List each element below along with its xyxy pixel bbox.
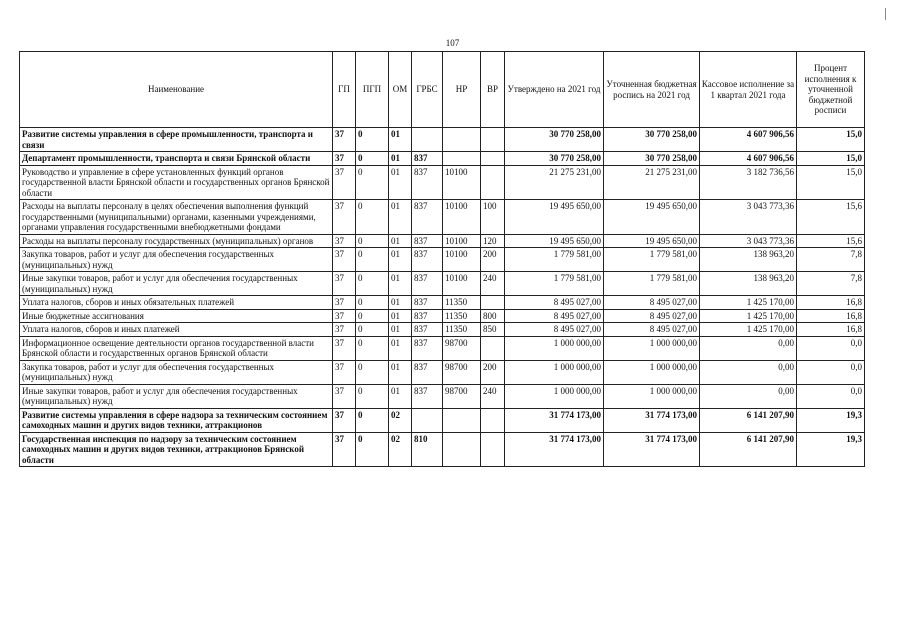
table-row: [20, 248, 865, 272]
cell-percent: 0,0: [797, 384, 865, 408]
cell-gp: 37: [333, 272, 356, 296]
cell-cash: 4 607 906,56: [700, 128, 797, 152]
cell-percent: 7,8: [797, 248, 865, 272]
cell-pgp: 0: [356, 152, 389, 166]
cell-np: 11350: [443, 323, 481, 337]
cell-percent: 15,0: [797, 152, 865, 166]
cell-name: Расходы на выплаты персоналу государственных (муниципальных) органов: [20, 234, 333, 248]
cell-percent: 16,8: [797, 309, 865, 323]
cell-pgp: 0: [356, 336, 389, 360]
cell-cash: 1 425 170,00: [700, 296, 797, 310]
cell-gp: 37: [333, 296, 356, 310]
cell-grbs: 837: [412, 336, 443, 360]
cell-vr: [481, 152, 505, 166]
cell-approved: 1 000 000,00: [505, 336, 604, 360]
cell-percent: 19,3: [797, 408, 865, 432]
cell-gp: 37: [333, 309, 356, 323]
cell-np: 98700: [443, 360, 481, 384]
table-row: [20, 408, 865, 432]
cell-cash: 3 182 736,56: [700, 165, 797, 200]
cell-approved: 1 000 000,00: [505, 360, 604, 384]
cell-approved: 30 770 258,00: [505, 152, 604, 166]
table-row: [20, 272, 865, 296]
cell-vr: 240: [481, 384, 505, 408]
cell-grbs: 837: [412, 152, 443, 166]
cell-gp: 37: [333, 248, 356, 272]
cell-gp: 37: [333, 165, 356, 200]
cell-gp: 37: [333, 234, 356, 248]
cell-pgp: 0: [356, 408, 389, 432]
cell-refined: 8 495 027,00: [604, 296, 700, 310]
cell-pgp: 0: [356, 360, 389, 384]
cell-approved: 31 774 173,00: [505, 432, 604, 467]
table-row: [20, 234, 865, 248]
cell-grbs: 837: [412, 272, 443, 296]
cell-cash: 3 043 773,36: [700, 200, 797, 235]
cell-percent: 15,6: [797, 234, 865, 248]
cell-name: Закупка товаров, работ и услуг для обеспечения государственных (муниципальных) нужд: [20, 248, 333, 272]
cell-gp: 37: [333, 128, 356, 152]
cell-np: 10100: [443, 272, 481, 296]
cell-approved: 1 000 000,00: [505, 384, 604, 408]
table-row: [20, 309, 865, 323]
cell-approved: 8 495 027,00: [505, 309, 604, 323]
cell-om: 01: [389, 360, 412, 384]
cell-np: 10100: [443, 248, 481, 272]
cell-cash: 6 141 207,90: [700, 432, 797, 467]
cell-refined: 8 495 027,00: [604, 309, 700, 323]
cell-approved: 19 495 650,00: [505, 234, 604, 248]
cell-om: 01: [389, 248, 412, 272]
cell-vr: 240: [481, 272, 505, 296]
cell-cash: 0,00: [700, 336, 797, 360]
cell-grbs: 837: [412, 296, 443, 310]
cell-gp: 37: [333, 200, 356, 235]
cell-om: 01: [389, 200, 412, 235]
cell-pgp: 0: [356, 128, 389, 152]
cell-grbs: [412, 128, 443, 152]
table-row: [20, 384, 865, 408]
cell-pgp: 0: [356, 165, 389, 200]
cell-vr: 200: [481, 360, 505, 384]
table-body: [20, 128, 865, 467]
header-percent: Процент исполнения к уточненной бюджетной росписи: [797, 52, 865, 128]
cell-om: 01: [389, 165, 412, 200]
cell-grbs: 837: [412, 309, 443, 323]
cell-gp: 37: [333, 152, 356, 166]
cell-vr: 850: [481, 323, 505, 337]
cell-om: 01: [389, 336, 412, 360]
budget-table: [19, 51, 865, 467]
cell-np: [443, 128, 481, 152]
cell-percent: 7,8: [797, 272, 865, 296]
cell-percent: 0,0: [797, 336, 865, 360]
cell-pgp: 0: [356, 323, 389, 337]
cell-refined: 19 495 650,00: [604, 200, 700, 235]
cell-gp: 37: [333, 336, 356, 360]
cell-grbs: [412, 408, 443, 432]
cell-approved: 8 495 027,00: [505, 323, 604, 337]
cell-om: 02: [389, 408, 412, 432]
cell-gp: 37: [333, 360, 356, 384]
cell-approved: 21 275 231,00: [505, 165, 604, 200]
cell-gp: 37: [333, 432, 356, 467]
cell-approved: 1 779 581,00: [505, 248, 604, 272]
cell-percent: 16,8: [797, 296, 865, 310]
table-row: [20, 323, 865, 337]
table-row: [20, 165, 865, 200]
cell-approved: 19 495 650,00: [505, 200, 604, 235]
cell-name: Департамент промышленности, транспорта и связи Брянской области: [20, 152, 333, 166]
cell-refined: 1 779 581,00: [604, 248, 700, 272]
cell-percent: 15,6: [797, 200, 865, 235]
cell-name: Иные закупки товаров, работ и услуг для обеспечения государственных (муниципальных) нужд: [20, 272, 333, 296]
cell-np: 98700: [443, 336, 481, 360]
header-approved: Утверждено на 2021 год: [505, 52, 604, 128]
cell-grbs: 837: [412, 384, 443, 408]
cell-refined: 19 495 650,00: [604, 234, 700, 248]
cell-om: 01: [389, 152, 412, 166]
cell-name: Уплата налогов, сборов и иных платежей: [20, 323, 333, 337]
cell-cash: 3 043 773,36: [700, 234, 797, 248]
cell-vr: [481, 432, 505, 467]
cell-om: 02: [389, 432, 412, 467]
cell-vr: [481, 336, 505, 360]
table-header-row: [20, 52, 865, 128]
cell-cash: 1 425 170,00: [700, 309, 797, 323]
header-vr: ВР: [481, 52, 505, 128]
header-gp: ГП: [333, 52, 356, 128]
cell-np: 10100: [443, 200, 481, 235]
cell-name: Развитие системы управления в сфере промышленности, транспорта и связи: [20, 128, 333, 152]
header-grbs: ГРБС: [412, 52, 443, 128]
table-row: [20, 152, 865, 166]
cell-name: Расходы на выплаты персоналу в целях обеспечения выполнения функций государственными (муниципальными) органами, казенными учреждениями, органами управления государственными внебюджетными фондами: [20, 200, 333, 235]
cell-pgp: 0: [356, 200, 389, 235]
header-om: ОМ: [389, 52, 412, 128]
cell-grbs: 837: [412, 248, 443, 272]
cell-name: Государственная инспекция по надзору за техническим состоянием самоходных машин и других видов техники, аттракционов Брянской области: [20, 432, 333, 467]
cell-refined: 21 275 231,00: [604, 165, 700, 200]
cell-refined: 31 774 173,00: [604, 432, 700, 467]
cell-vr: 100: [481, 200, 505, 235]
cell-om: 01: [389, 309, 412, 323]
cell-name: Иные закупки товаров, работ и услуг для обеспечения государственных (муниципальных) нужд: [20, 384, 333, 408]
cell-pgp: 0: [356, 384, 389, 408]
cell-np: 11350: [443, 296, 481, 310]
cell-grbs: 837: [412, 323, 443, 337]
page-number: 107: [445, 38, 460, 48]
cell-approved: 31 774 173,00: [505, 408, 604, 432]
table-row: [20, 360, 865, 384]
cell-approved: 1 779 581,00: [505, 272, 604, 296]
cell-name: Уплата налогов, сборов и иных обязательных платежей: [20, 296, 333, 310]
cell-vr: [481, 296, 505, 310]
cell-pgp: 0: [356, 432, 389, 467]
cell-name: Иные бюджетные ассигнования: [20, 309, 333, 323]
page-edge-mark: [885, 8, 886, 20]
cell-np: [443, 408, 481, 432]
cell-pgp: 0: [356, 234, 389, 248]
cell-vr: [481, 165, 505, 200]
cell-np: 98700: [443, 384, 481, 408]
cell-grbs: 837: [412, 165, 443, 200]
header-refined: Уточненная бюджетная роспись на 2021 год: [604, 52, 700, 128]
cell-name: Руководство и управление в сфере установленных функций органов государственной власти Брянской области и государственных органов Брянской области: [20, 165, 333, 200]
table-row: [20, 296, 865, 310]
cell-om: 01: [389, 234, 412, 248]
header-np: НР: [443, 52, 481, 128]
cell-cash: 138 963,20: [700, 272, 797, 296]
cell-name: Развитие системы управления в сфере надзора за техническим состоянием самоходных машин и других видов техники, аттракционов: [20, 408, 333, 432]
cell-grbs: 837: [412, 234, 443, 248]
cell-refined: 30 770 258,00: [604, 152, 700, 166]
cell-approved: 30 770 258,00: [505, 128, 604, 152]
cell-cash: 138 963,20: [700, 248, 797, 272]
header-pgp: ПГП: [356, 52, 389, 128]
cell-percent: 19,3: [797, 432, 865, 467]
cell-gp: 37: [333, 384, 356, 408]
cell-grbs: 810: [412, 432, 443, 467]
cell-om: 01: [389, 323, 412, 337]
cell-vr: [481, 408, 505, 432]
cell-vr: [481, 128, 505, 152]
cell-refined: 1 779 581,00: [604, 272, 700, 296]
cell-np: [443, 432, 481, 467]
cell-percent: 15,0: [797, 128, 865, 152]
cell-np: 10100: [443, 234, 481, 248]
cell-percent: 15,0: [797, 165, 865, 200]
cell-approved: 8 495 027,00: [505, 296, 604, 310]
table-row: [20, 200, 865, 235]
cell-pgp: 0: [356, 309, 389, 323]
cell-refined: 1 000 000,00: [604, 384, 700, 408]
table-row: [20, 128, 865, 152]
cell-cash: 6 141 207,90: [700, 408, 797, 432]
cell-gp: 37: [333, 408, 356, 432]
cell-np: 10100: [443, 165, 481, 200]
cell-refined: 1 000 000,00: [604, 360, 700, 384]
cell-grbs: 837: [412, 360, 443, 384]
cell-cash: 1 425 170,00: [700, 323, 797, 337]
cell-refined: 31 774 173,00: [604, 408, 700, 432]
cell-cash: 0,00: [700, 384, 797, 408]
cell-np: 11350: [443, 309, 481, 323]
cell-pgp: 0: [356, 272, 389, 296]
cell-refined: 8 495 027,00: [604, 323, 700, 337]
cell-om: 01: [389, 384, 412, 408]
cell-cash: 0,00: [700, 360, 797, 384]
cell-grbs: 837: [412, 200, 443, 235]
cell-name: Информационное освещение деятельности органов государственной власти Брянской области и государственных органов Брянской области: [20, 336, 333, 360]
cell-cash: 4 607 906,56: [700, 152, 797, 166]
cell-vr: 800: [481, 309, 505, 323]
cell-om: 01: [389, 272, 412, 296]
cell-percent: 0,0: [797, 360, 865, 384]
cell-gp: 37: [333, 323, 356, 337]
table-row: [20, 432, 865, 467]
cell-percent: 16,8: [797, 323, 865, 337]
cell-pgp: 0: [356, 248, 389, 272]
header-cash: Кассовое исполнение за 1 квартал 2021 года: [700, 52, 797, 128]
cell-np: [443, 152, 481, 166]
cell-refined: 30 770 258,00: [604, 128, 700, 152]
table-row: [20, 336, 865, 360]
cell-vr: 120: [481, 234, 505, 248]
cell-refined: 1 000 000,00: [604, 336, 700, 360]
cell-name: Закупка товаров, работ и услуг для обеспечения государственных (муниципальных) нужд: [20, 360, 333, 384]
cell-om: 01: [389, 128, 412, 152]
cell-vr: 200: [481, 248, 505, 272]
cell-om: 01: [389, 296, 412, 310]
header-name: Наименование: [20, 52, 333, 128]
cell-pgp: 0: [356, 296, 389, 310]
